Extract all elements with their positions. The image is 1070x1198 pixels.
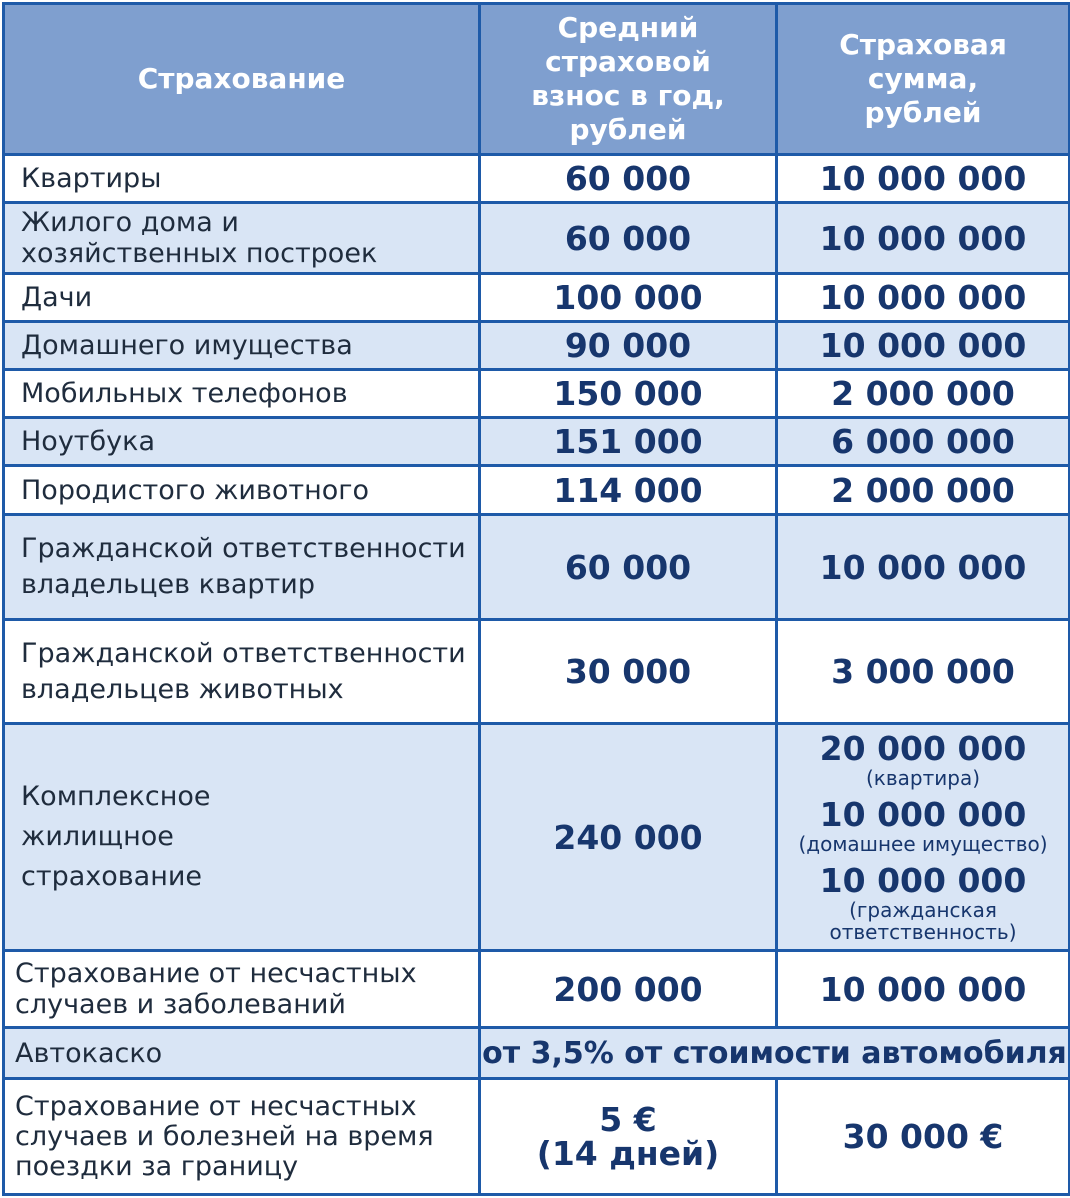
casco-row xyxy=(4,1028,1070,1079)
table-row xyxy=(4,418,1070,466)
header-row xyxy=(4,4,1070,155)
table-row xyxy=(4,155,1070,203)
premium-period: (14 дней) xyxy=(536,1133,720,1173)
header-insured-sum: Страховая сумма, рублей xyxy=(777,4,1070,155)
row-label: Страхование от несчастных случаев и заболеваний xyxy=(4,951,480,1028)
row-premium: 30 000 xyxy=(480,620,777,724)
row-label: Жилого дома и хозяйственных построек xyxy=(4,203,480,274)
row-sum: 10 000 000 xyxy=(777,951,1070,1028)
row-label: Породистого животного xyxy=(4,466,480,515)
row-label: Гражданской ответственности владельцев животных xyxy=(4,620,480,724)
travel-row xyxy=(4,1079,1070,1195)
premium-amount: 5 € xyxy=(599,1099,657,1139)
row-premium: 151 000 xyxy=(480,418,777,466)
row-premium: 60 000 xyxy=(480,203,777,274)
sum-note: (домашнее имущество) xyxy=(798,832,1048,856)
row-sum: 10 000 000 xyxy=(777,322,1070,370)
insurance-table xyxy=(2,2,1070,1196)
row-premium: 60 000 xyxy=(480,515,777,620)
row-label: Квартиры xyxy=(4,155,480,203)
row-label: Мобильных телефонов xyxy=(4,370,480,418)
row-premium: 240 000 xyxy=(480,724,777,951)
sum-note: (квартира) xyxy=(865,766,981,790)
sum-note: (гражданская ответственность) xyxy=(829,898,1017,944)
row-premium: 200 000 xyxy=(480,951,777,1028)
header-annual-premium: Средний страховой взнос в год, рублей xyxy=(480,4,777,155)
row-premium: 100 000 xyxy=(480,274,777,322)
row-premium: 114 000 xyxy=(480,466,777,515)
table-row xyxy=(4,951,1070,1028)
row-sum: 10 000 000 xyxy=(777,515,1070,620)
table-row xyxy=(4,274,1070,322)
sum-amount: 10 000 000 xyxy=(819,861,1027,900)
row-label: Дачи xyxy=(4,274,480,322)
row-premium: 60 000 xyxy=(480,155,777,203)
row-sum-breakdown xyxy=(777,724,1070,951)
sum-amount: 20 000 000 xyxy=(819,729,1027,768)
row-sum: 10 000 000 xyxy=(777,155,1070,203)
row-sum: 10 000 000 xyxy=(777,274,1070,322)
row-label: Ноутбука xyxy=(4,418,480,466)
row-sum: 30 000 € xyxy=(777,1079,1070,1195)
table-row xyxy=(4,515,1070,620)
row-sum: 10 000 000 xyxy=(777,203,1070,274)
table-row xyxy=(4,322,1070,370)
table-row xyxy=(4,203,1070,274)
row-sum: 2 000 000 xyxy=(777,466,1070,515)
row-label: Автокаско xyxy=(4,1028,480,1079)
row-label: Домашнего имущества xyxy=(4,322,480,370)
row-label: Гражданской ответственности владельцев квартир xyxy=(4,515,480,620)
row-sum: 2 000 000 xyxy=(777,370,1070,418)
complex-insurance-row xyxy=(4,724,1070,951)
table-row xyxy=(4,370,1070,418)
row-premium: 150 000 xyxy=(480,370,777,418)
header-insurance-type: Страхование xyxy=(4,4,480,155)
casco-value: от 3,5% от стоимости автомобиля xyxy=(480,1028,1070,1079)
row-label: Страхование от несчастных случаев и болезней на время поездки за границу xyxy=(4,1079,480,1195)
table-row xyxy=(4,466,1070,515)
row-sum: 3 000 000 xyxy=(777,620,1070,724)
sum-amount: 10 000 000 xyxy=(819,795,1027,834)
table-row xyxy=(4,620,1070,724)
row-sum: 6 000 000 xyxy=(777,418,1070,466)
row-premium xyxy=(480,1079,777,1195)
row-label: Комплексное жилищное страхование xyxy=(4,724,480,951)
row-premium: 90 000 xyxy=(480,322,777,370)
